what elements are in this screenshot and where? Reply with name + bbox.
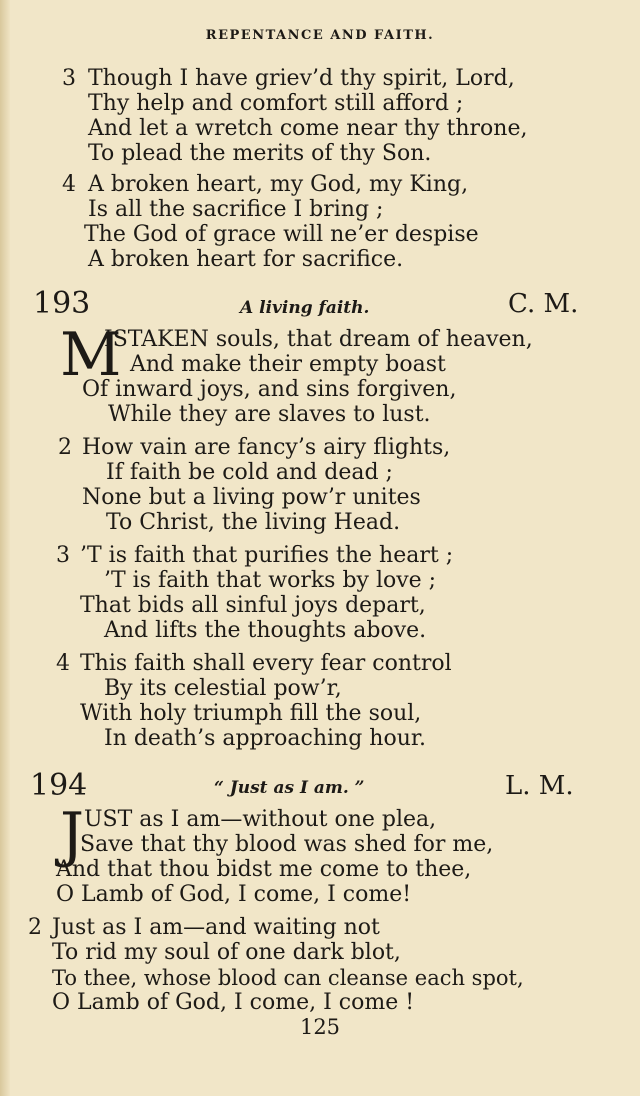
verse-line: And let a wretch come near thy throne,	[88, 116, 528, 141]
verse-number: 2	[28, 915, 42, 940]
verse-number: 4	[56, 651, 70, 676]
verse-line: O Lamb of God, I come, I come!	[56, 882, 412, 907]
verse-line: Thy help and comfort still afford ;	[88, 91, 464, 116]
verse-line: While they are slaves to lust.	[108, 402, 431, 427]
verse-line: A broken heart for sacrifice.	[88, 247, 404, 272]
verse-number: 4	[62, 172, 76, 197]
verse-line: To rid my soul of one dark blot,	[52, 940, 401, 965]
verse-line: Of inward joys, and sins forgiven,	[82, 377, 457, 402]
verse-line: The God of grace will ne’er despise	[84, 222, 479, 247]
verse-line: That bids all sinful joys depart,	[80, 593, 426, 618]
drop-cap: M	[60, 320, 122, 390]
hymn-number: 193	[33, 286, 91, 321]
verse-line: UST as I am—without one plea,	[84, 807, 437, 832]
verse-line: Just as I am—and waiting not	[52, 915, 380, 940]
verse-line: ’T is faith that works by love ;	[104, 568, 437, 593]
verse-line: ISTAKEN souls, that dream of heaven,	[104, 327, 533, 352]
verse-line: And make their empty boast	[130, 352, 446, 377]
verse-line: This faith shall every fear control	[80, 651, 452, 676]
verse-line: ’T is faith that purifies the heart ;	[80, 543, 454, 568]
verse-line: Though I have griev’d thy spirit, Lord,	[88, 66, 515, 91]
running-head: REPENTANCE AND FAITH.	[205, 28, 435, 43]
verse-line: And lifts the thoughts above.	[104, 618, 427, 643]
verse-line: None but a living pow’r unites	[82, 485, 421, 510]
verse-line: In death’s approaching hour.	[104, 726, 426, 751]
verse-line: Save that thy blood was shed for me,	[80, 832, 494, 857]
verse-line: O Lamb of God, I come, I come !	[52, 990, 415, 1015]
verse-line: If faith be cold and dead ;	[106, 460, 393, 485]
hymn-title: A living faith.	[240, 298, 370, 318]
verse-line: By its celestial pow’r,	[104, 676, 342, 701]
page-number: 125	[299, 1015, 341, 1039]
page-edge	[0, 0, 10, 1096]
hymn-title: “ Just as I am. ”	[214, 778, 365, 798]
verse-line: With holy triumph fill the soul,	[80, 701, 422, 726]
verse-number: 3	[56, 543, 70, 568]
verse-line: To thee, whose blood can cleanse each spot,	[52, 966, 524, 990]
verse-line: To plead the merits of thy Son.	[88, 141, 432, 166]
verse-line: How vain are fancy’s airy flights,	[82, 435, 451, 460]
verse-line: To Christ, the living Head.	[106, 510, 401, 535]
verse-line: And that thou bidst me come to thee,	[56, 857, 472, 882]
hymn-meter: L. M.	[505, 771, 574, 801]
verse-number: 3	[62, 66, 76, 91]
drop-cap: J	[60, 800, 85, 870]
verse-number: 2	[58, 435, 72, 460]
verse-line: Is all the sacrifice I bring ;	[88, 197, 384, 222]
verse-line: A broken heart, my God, my King,	[88, 172, 469, 197]
hymn-meter: C. M.	[508, 289, 579, 319]
hymn-number: 194	[30, 768, 88, 803]
